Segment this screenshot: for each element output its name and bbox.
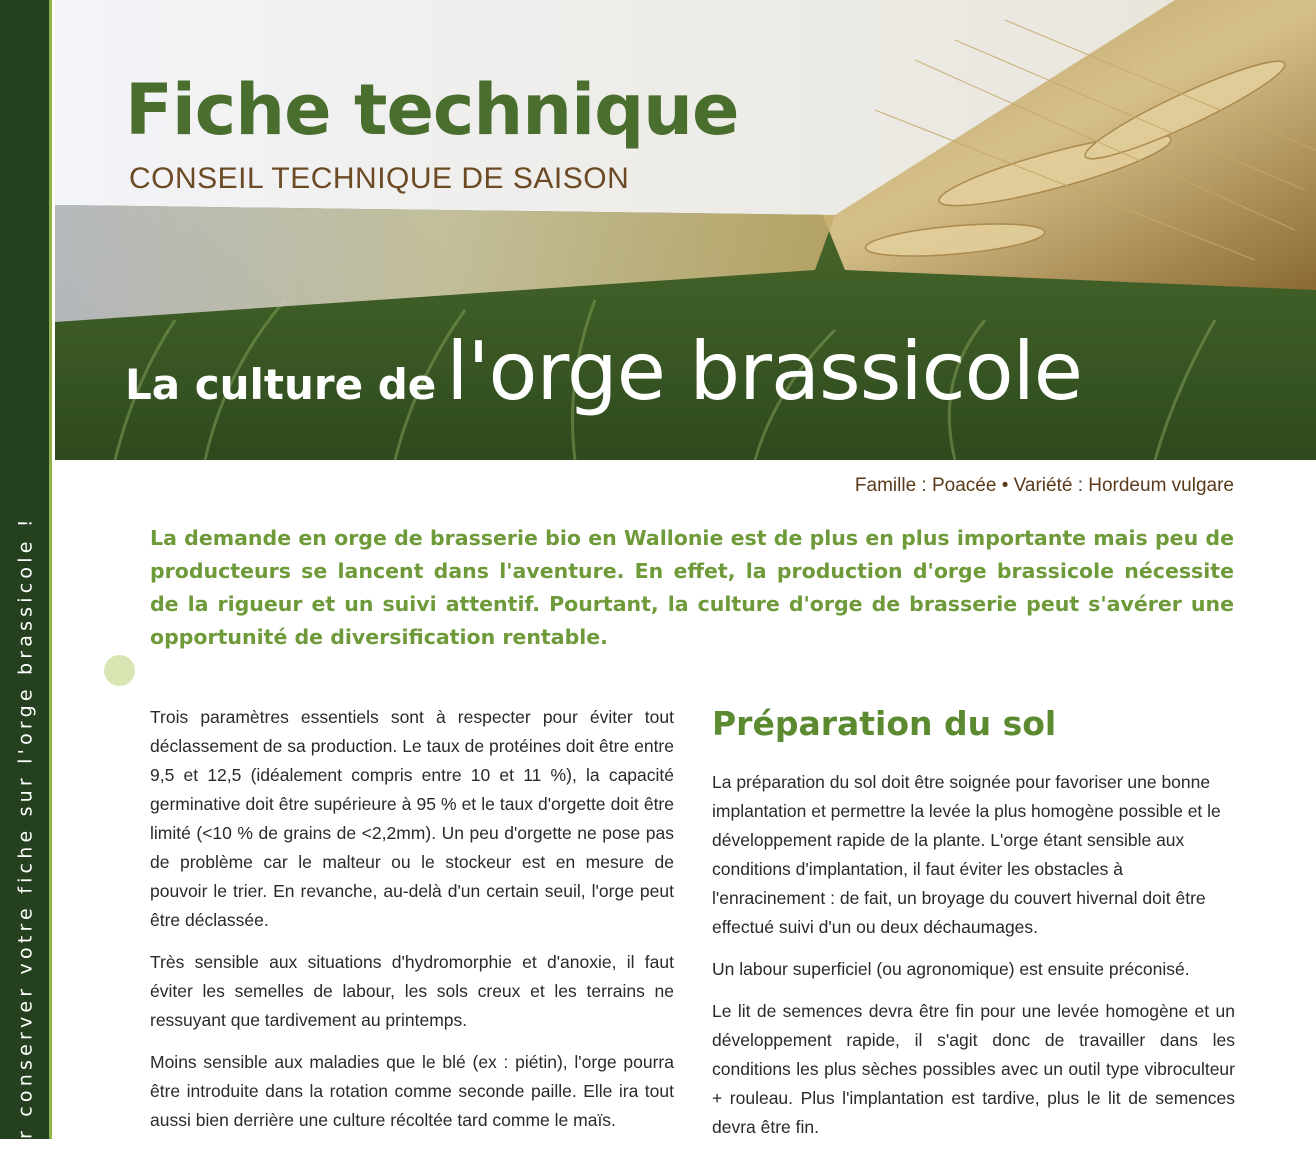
headline-big: l'orge brassicole — [446, 325, 1083, 418]
sidebar-band — [0, 0, 52, 1139]
right-paragraph-2: Un labour superficiel (ou agronomique) est ensuite préconisé. — [712, 959, 1190, 979]
left-paragraph-3: Moins sensible aux maladies que le blé (ex : piétin), l'orge pourra être introduite dans la rotation comme seconde paille. Elle ira tout aussi bien derrière une culture récoltée tard comme le maïs. — [150, 1052, 674, 1130]
page-subtitle: CONSEIL TECHNIQUE DE SAISON — [129, 162, 630, 195]
sidebar-text: r conserver votre fiche sur l'orge brassicole ! — [14, 515, 37, 1139]
left-column — [150, 703, 674, 1148]
species-meta: Famille : Poacée • Variété : Hordeum vulgare — [854, 475, 1234, 496]
headline-small: La culture de — [125, 360, 437, 409]
decorative-dot — [104, 655, 135, 686]
left-paragraph-2: Très sensible aux situations d'hydromorphie et d'anoxie, il faut éviter les semelles de labour, les sols creux et les terrains ne ressuyant que tardivement au printemps. — [150, 952, 674, 1030]
page-title: Fiche technique — [125, 69, 739, 151]
section-heading: Préparation du sol — [712, 704, 1057, 743]
right-paragraph-1: La préparation du sol doit être soignée pour favoriser une bonne implantation et permettre la levée la plus homogène possible et le développement rapide de la plante. L'orge étant sensible aux conditions d'implantation, il faut éviter les obstacles à l'enracinement : de fait, un broyage du couvert hivernal doit être effectué suivi d'un ou deux déchaumages. — [712, 772, 1221, 937]
right-column — [712, 700, 1235, 1155]
intro-paragraph: La demande en orge de brasserie bio en Wallonie est de plus en plus importante mais peu de producteurs se lancent dans l'aventure. En effet, la production d'orge brassicole nécessite de la rigueur et un suivi attentif. Pourtant, la culture d'orge de brasserie peut s'avérer une opportunité de diversification rentable. — [150, 526, 1234, 649]
left-paragraph-1: Trois paramètres essentiels sont à respecter pour éviter tout déclassement de sa production. Le taux de protéines doit être entre 9,5 et 12,5 (idéalement compris entre 10 et 11 %), la capacité germinative doit être supérieure à 95 % et le taux d'orgette doit être limité (<10 % de grains de <2,2mm). Un peu d'orgette ne pose pas de problème car le malteur ou le stockeur est en mesure de pouvoir le trier. En revanche, au-delà d'un certain seuil, l'orge peut être déclassée. — [150, 707, 674, 930]
header-banner — [55, 0, 1316, 460]
right-paragraph-3: Le lit de semences devra être fin pour une levée homogène et un développement rapide, il s'agit donc de travailler dans les conditions les plus sèches possibles avec un outil type vibroculteur + rouleau. Plus l'implantation est tardive, plus le lit de semences devra être fin. — [712, 1001, 1235, 1137]
headline — [125, 325, 1082, 418]
